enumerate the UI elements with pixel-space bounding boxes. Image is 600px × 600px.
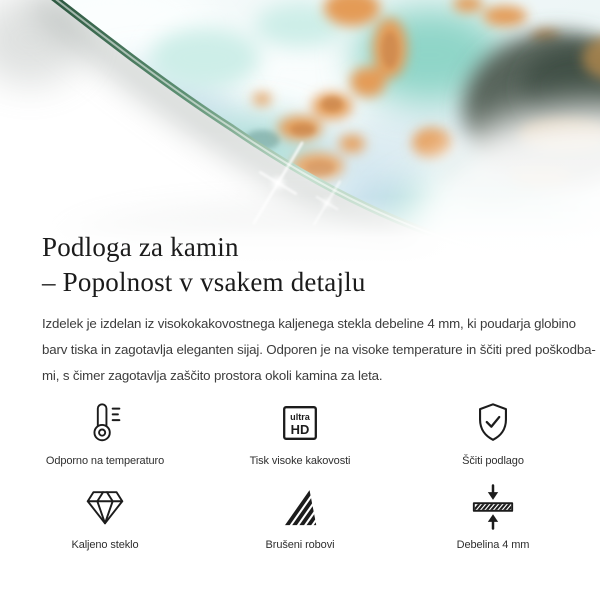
feature-tempered-glass xyxy=(5,484,205,551)
feature-print-quality xyxy=(200,400,400,467)
title-line-1: Podloga za kamin xyxy=(42,232,239,262)
ultra-hd-icon xyxy=(277,400,323,446)
feature-label: Tisk visoke kakovosti xyxy=(249,455,351,467)
thermometer-icon xyxy=(82,400,128,446)
feature-label: Ščiti podlago xyxy=(462,455,524,467)
description-line: mi, s čimer zagotavlja zaščito prostora okoli kamina za leta. xyxy=(42,368,383,383)
description-line: Izdelek je izdelan iz visokokakovostnega kaljenega stekla debeline 4 mm, ki poudarja globino xyxy=(42,316,576,331)
shield-check-icon xyxy=(470,400,516,446)
diamond-icon xyxy=(82,484,128,530)
feature-label: Brušeni robovi xyxy=(265,539,335,551)
description-line: barv tiska in zagotavlja eleganten sijaj. Odporen je na visoke temperature in ščiti pred poškodba- xyxy=(42,342,596,357)
feature-temperature-resistant xyxy=(5,400,205,467)
feature-ground-edges xyxy=(200,484,400,551)
svg-text:ultra: ultra xyxy=(290,412,310,423)
page-title xyxy=(42,230,366,300)
title-line-2: – Popolnost v vsakem detajlu xyxy=(42,267,366,297)
feature-label: Odporno na temperaturo xyxy=(45,455,165,467)
svg-text:HD: HD xyxy=(290,422,310,438)
beveled-edges-icon xyxy=(277,484,323,530)
feature-thickness xyxy=(393,484,593,551)
feature-label: Debelina 4 mm xyxy=(456,539,530,551)
product-description xyxy=(42,311,596,389)
feature-protects-surface xyxy=(393,400,593,467)
feature-label: Kaljeno steklo xyxy=(71,539,139,551)
thickness-icon xyxy=(469,484,517,530)
